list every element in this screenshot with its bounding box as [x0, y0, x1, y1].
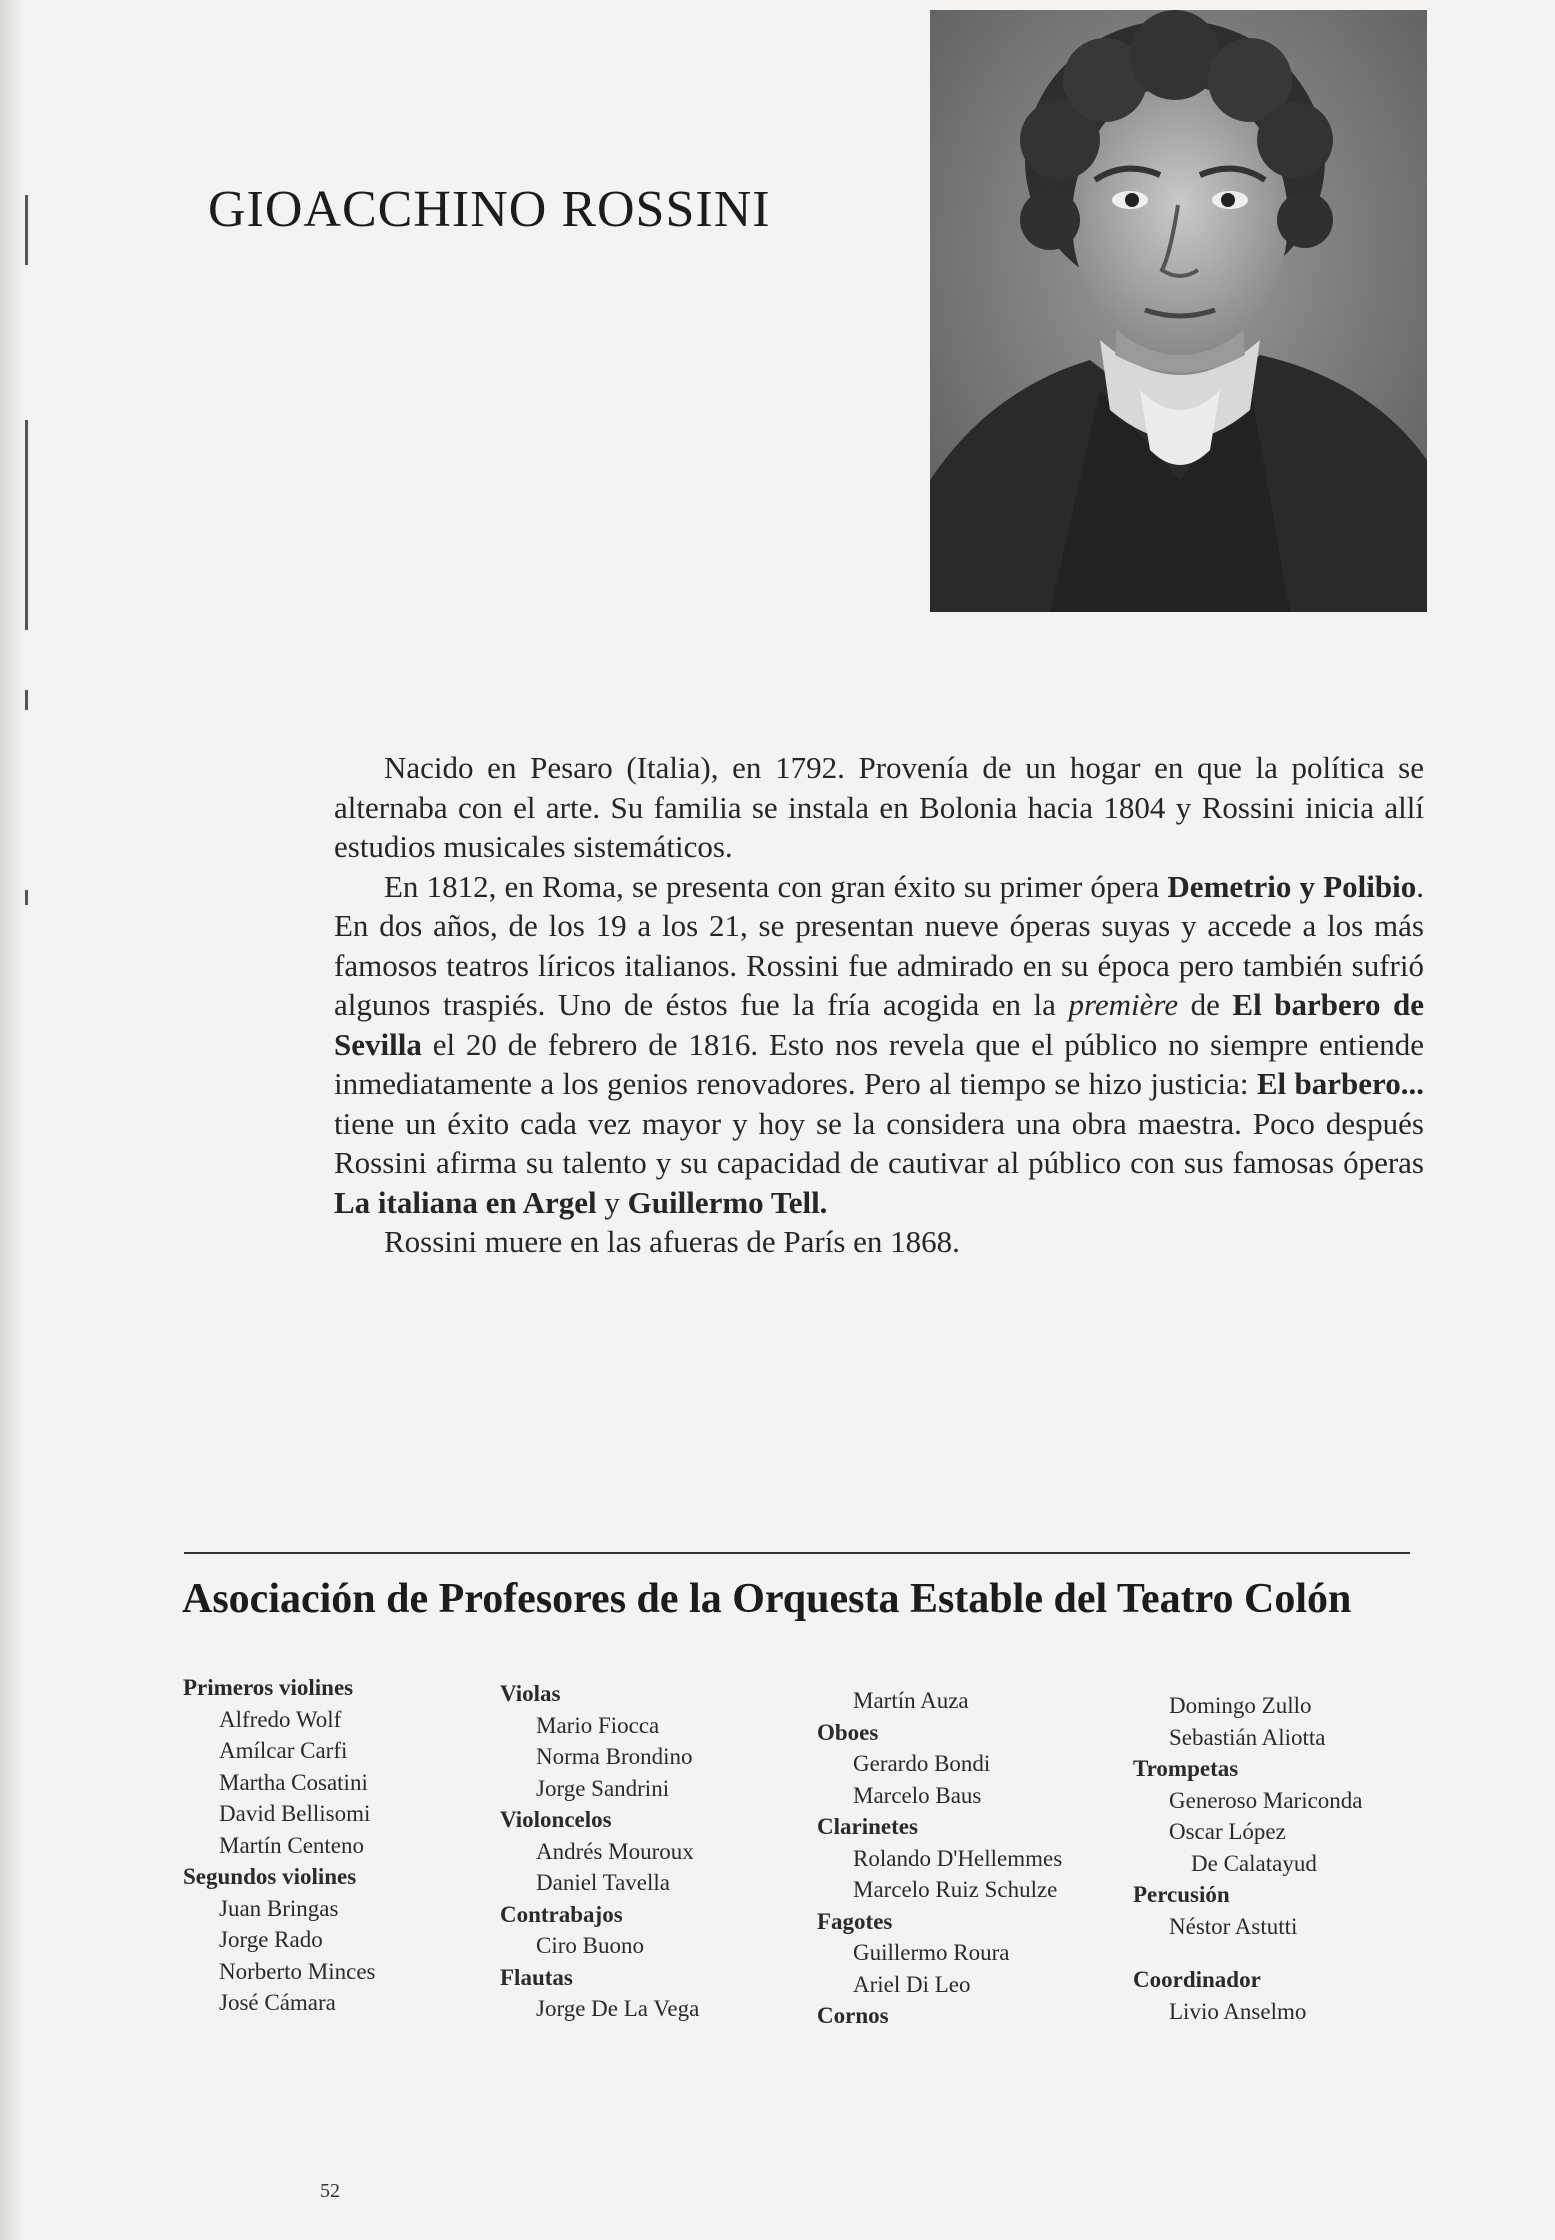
page-title: GIOACCHINO ROSSINI: [208, 181, 771, 238]
member-name: Norberto Minces: [219, 1958, 376, 1984]
section-label: Clarinetes: [817, 1814, 918, 1839]
member-name: Oscar López: [1169, 1819, 1286, 1844]
roster-column-1: [183, 1672, 376, 2019]
binding-mark: [25, 420, 28, 630]
member-name: Jorge Rado: [219, 1927, 323, 1952]
opera-title: La italiana en Argel: [334, 1184, 597, 1220]
member-name: Ariel Di Leo: [853, 1971, 971, 1997]
portrait-image: [930, 10, 1427, 612]
biography-text: [334, 748, 1424, 1262]
bio-text: de: [1178, 987, 1233, 1022]
section-label: Segundos violines: [183, 1864, 357, 1889]
opera-title: El barbero...: [1256, 1066, 1424, 1101]
member-name: Jorge De La Vega: [536, 1996, 700, 2021]
member-name: Livio Anselmo: [1169, 1998, 1307, 2024]
page-edge-shadow: [0, 0, 22, 2240]
member-name: Néstor Astutti: [1169, 1913, 1298, 1939]
bio-paragraph-3: Rossini muere en las afueras de París en 1868.: [384, 1224, 960, 1259]
section-label: Trompetas: [1133, 1756, 1239, 1781]
bio-text: En 1812, en Roma, se presenta con gran éxito su primer ópera: [384, 868, 1168, 904]
spacer: [1133, 1942, 1363, 1964]
opera-title: El barbero de Sevilla: [334, 987, 1424, 1062]
roster-column-2: [500, 1678, 699, 2025]
section-label: Flautas: [500, 1964, 573, 1990]
member-name: Daniel Tavella: [536, 1870, 670, 1895]
bio-text: y: [596, 1184, 628, 1220]
member-name: Domingo Zullo: [1169, 1693, 1312, 1718]
section-label: Coordinador: [1133, 1967, 1261, 1992]
member-name: Rolando D'Hellemmes: [853, 1845, 1063, 1871]
section-label: Cornos: [817, 2003, 889, 2028]
member-name: Marcelo Baus: [853, 1782, 982, 1808]
section-label: Violoncelos: [500, 1807, 612, 1832]
member-name: Generoso Mariconda: [1169, 1787, 1363, 1813]
member-name: Alfredo Wolf: [219, 1706, 342, 1732]
roster-column-4: [1133, 1690, 1363, 2027]
binding-mark: [25, 890, 28, 905]
member-name: Mario Fiocca: [536, 1712, 660, 1738]
section-label: Oboes: [817, 1719, 879, 1745]
bio-text: el 20 de febrero de 1816. Esto nos revela que el público no siempre entiende inmediatamente a los genios renovadores. Pero al tiempo se hizo justicia:: [334, 1026, 1424, 1101]
member-name: David Bellisomi: [219, 1801, 371, 1826]
section-label: Contrabajos: [500, 1901, 623, 1927]
member-name-continued: De Calatayud: [1191, 1850, 1317, 1876]
bio-paragraph-1: Nacido en Pesaro (Italia), en 1792. Provenía de un hogar en que la política se alternaba con el arte. Su familia se instala en Bolonia hacia 1804 y Rossini inicia allí estudios musicales sistemáticos.: [334, 750, 1424, 864]
section-label: Fagotes: [817, 1908, 893, 1934]
italic-term: première: [1068, 987, 1179, 1022]
member-name: Norma Brondino: [536, 1744, 693, 1769]
bio-text: tiene un éxito cada vez mayor y hoy se la considera una obra maestra. Poco después Rossini afirma su talento y su capacidad de cautivar al público con sus famosas óperas: [334, 1105, 1424, 1180]
binding-mark: [25, 690, 28, 710]
bio-text: . En dos años, de los 19 a los 21, se presentan nueve óperas suyas y accede a los más famosos teatros líricos italianos. Rossini fue admirado en su época pero también sufrió algunos traspiés. Uno de éstos fue la fría acogida en la: [334, 868, 1424, 1022]
member-name: Amílcar Carfi: [219, 1738, 348, 1763]
member-name: Martha Cosatini: [219, 1769, 368, 1795]
member-name: Martín Centeno: [219, 1832, 364, 1858]
member-name: José Cámara: [219, 1990, 336, 2015]
member-name: Gerardo Bondi: [853, 1751, 991, 1776]
member-name: Jorge Sandrini: [536, 1775, 670, 1801]
section-label: Primeros violines: [183, 1675, 354, 1700]
member-name: Andrés Mouroux: [536, 1838, 694, 1864]
member-name: Guillermo Roura: [853, 1940, 1010, 1965]
section-label: Percusión: [1133, 1882, 1230, 1907]
section-divider: [184, 1552, 1410, 1554]
member-name: Martín Auza: [853, 1688, 969, 1713]
portrait-engraving: [930, 10, 1427, 612]
member-name: Juan Bringas: [219, 1895, 339, 1921]
roster-column-3: [817, 1685, 1062, 2032]
bio-paragraph-2: [334, 867, 1424, 1223]
orchestra-heading: Asociación de Profesores de la Orquesta Estable del Teatro Colón: [182, 1576, 1352, 1622]
opera-title: Demetrio y Polibio: [1167, 868, 1417, 904]
section-label: Violas: [500, 1681, 561, 1706]
binding-mark: [25, 195, 28, 265]
page-number: 52: [320, 2180, 340, 2202]
member-name: Marcelo Ruiz Schulze: [853, 1877, 1058, 1902]
member-name: Ciro Buono: [536, 1933, 644, 1958]
opera-title: Guillermo Tell.: [627, 1184, 828, 1220]
member-name: Sebastián Aliotta: [1169, 1724, 1326, 1750]
